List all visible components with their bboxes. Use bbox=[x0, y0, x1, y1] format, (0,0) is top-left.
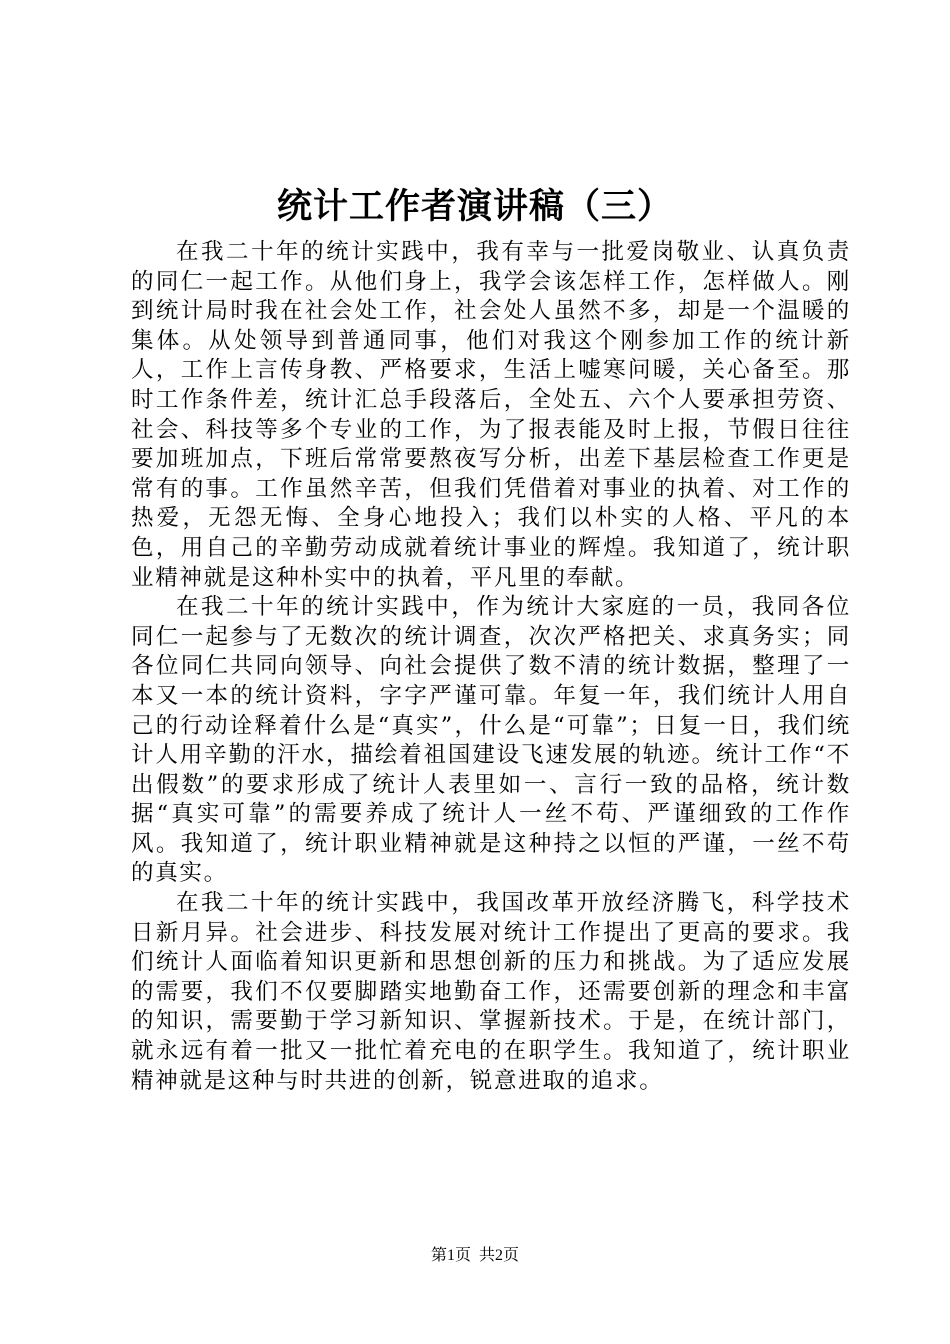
page-number: 第1页 bbox=[430, 1247, 471, 1264]
paragraph: 在我二十年的统计实践中，我有幸与一批爱岗敬业、认真负责的同仁一起工作。从他们身上，我学会该怎样工作，怎样做人。刚到统计局时我在社会处工作，社会处人虽然不多，却是一个温暖的集体。从处领导到普通同事，他们对我这个刚参加工作的统计新人，工作上言传身教、严格要求，生活上嘘寒问暖，关心备至。那时工作条件差，统计汇总手段落后，全处五、六个人要承担劳资、社会、科技等多个专业的工作，为了报表能及时上报，节假日往往要加班加点，下班后常常要熬夜写分析，出差下基层检查工作更是常有的事。工作虽然辛苦，但我们凭借着对事业的执着、对工作的热爱，无怨无悔、全身心地投入；我们以朴实的人格、平凡的本色，用自己的辛勤劳动成就着统计事业的辉煌。我知道了，统计职业精神就是这种朴实中的执着，平凡里的奉献。 bbox=[131, 239, 851, 591]
document-body bbox=[131, 238, 851, 1096]
paragraph: 在我二十年的统计实践中，我国改革开放经济腾飞，科学技术日新月异。社会进步、科技发展对统计工作提出了更高的要求。我们统计人面临着知识更新和思想创新的压力和挑战。为了适应发展的需要，我们不仅要脚踏实地勤奋工作，还需要创新的理念和丰富的知识，需要勤于学习新知识、掌握新技术。于是，在统计部门，就永远有着一批又一批忙着充电的在职学生。我知道了，统计职业精神就是这种与时共进的创新，锐意进取的追求。 bbox=[131, 890, 851, 1094]
paragraph: 在我二十年的统计实践中，作为统计大家庭的一员，我同各位同仁一起参与了无数次的统计调查，次次严格把关、求真务实；同各位同仁共同向领导、向社会提供了数不清的统计数据，整理了一本又一本的统计资料，字字严谨可靠。年复一年，我们统计人用自己的行动诠释着什么是“真实”，什么是“可靠”；日复一日，我们统计人用辛勤的汗水，描绘着祖国建设飞速发展的轨迹。统计工作“不出假数”的要求形成了统计人表里如一、言行一致的品格，统计数据“真实可靠”的需要养成了统计人一丝不苟、严谨细致的工作作风。我知道了，统计职业精神就是这种持之以恒的严谨，一丝不苟的真实。 bbox=[131, 594, 851, 887]
page-footer bbox=[0, 1245, 950, 1267]
document-title: 统计工作者演讲稿（三） bbox=[276, 186, 673, 227]
page-total: 共2页 bbox=[479, 1247, 520, 1264]
